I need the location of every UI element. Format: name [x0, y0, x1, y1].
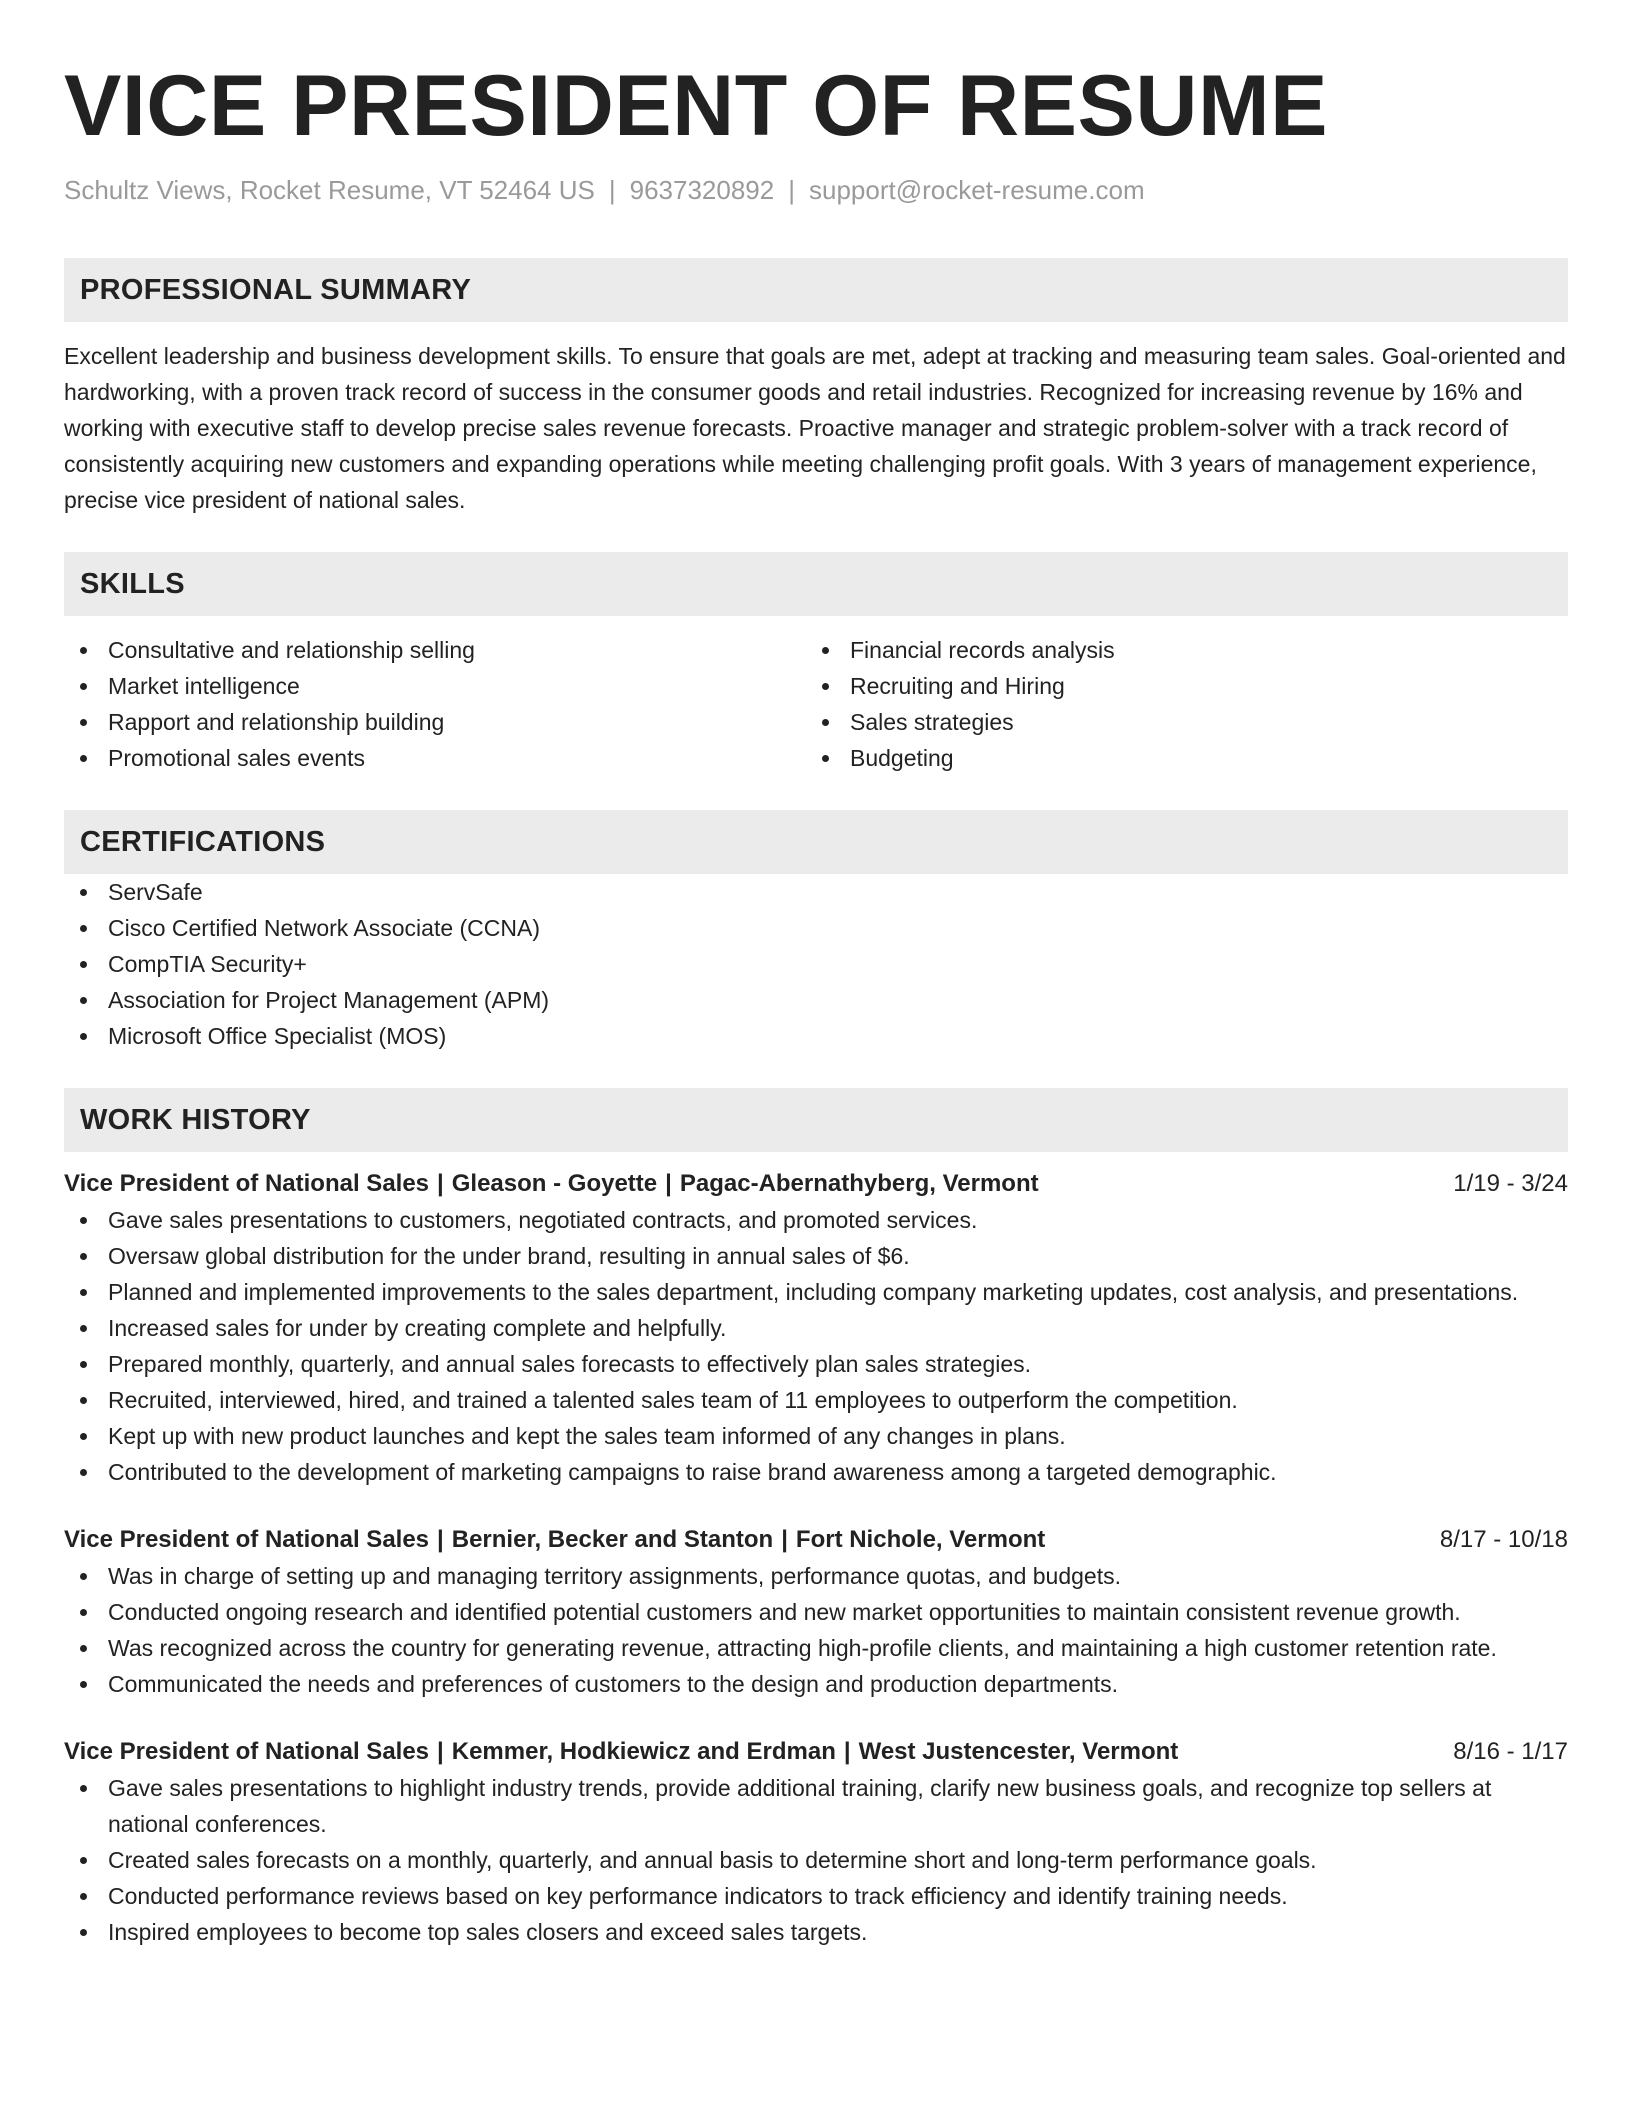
certification-item: Microsoft Office Specialist (MOS) [64, 1018, 1568, 1054]
job-bullet: Created sales forecasts on a monthly, quarterly, and annual basis to determine short and long-term performance goals. [64, 1842, 1568, 1878]
job-location: West Justencester, Vermont [858, 1738, 1179, 1765]
job-header [64, 1734, 1568, 1770]
job-bullets [64, 1558, 1568, 1702]
skill-item: Promotional sales events [64, 740, 806, 776]
certifications-list [64, 874, 1568, 1054]
job-bullet: Kept up with new product launches and kept the sales team informed of any changes in plans. [64, 1418, 1568, 1454]
contact-separator: | [608, 175, 616, 205]
certification-item: Association for Project Management (APM) [64, 982, 1568, 1018]
job-dates: 8/16 - 1/17 [1453, 1738, 1568, 1765]
job-bullet: Was recognized across the country for generating revenue, attracting high-profile clients, and maintaining a high customer retention rate. [64, 1630, 1568, 1666]
skill-item: Market intelligence [64, 668, 806, 704]
job-role: Vice President of National Sales [64, 1738, 430, 1765]
skill-item: Consultative and relationship selling [64, 632, 806, 668]
job-company: Gleason - Goyette [451, 1170, 658, 1197]
job-bullet: Oversaw global distribution for the under brand, resulting in annual sales of $6. [64, 1238, 1568, 1274]
section-title: WORK HISTORY [80, 1103, 311, 1136]
contact-address: Schultz Views, Rocket Resume, VT 52464 US [64, 175, 595, 205]
skill-item: Rapport and relationship building [64, 704, 806, 740]
contact-phone: 9637320892 [629, 175, 775, 205]
section-header-work-history [64, 1088, 1568, 1152]
job-entry [64, 1522, 1568, 1702]
job-bullet: Communicated the needs and preferences of customers to the design and production departments. [64, 1666, 1568, 1702]
section-title: PROFESSIONAL SUMMARY [80, 273, 472, 306]
skills-list-right [806, 632, 1548, 776]
job-dates: 1/19 - 3/24 [1453, 1170, 1568, 1197]
job-bullet: Was in charge of setting up and managing territory assignments, performance quotas, and budgets. [64, 1558, 1568, 1594]
section-title: CERTIFICATIONS [80, 825, 326, 858]
skill-item: Recruiting and Hiring [806, 668, 1548, 704]
job-location: Pagac-Abernathyberg, Vermont [679, 1170, 1039, 1197]
job-separator: | [437, 1738, 444, 1765]
section-header-skills [64, 552, 1568, 616]
job-entry [64, 1166, 1568, 1490]
section-header-certifications [64, 810, 1568, 874]
skill-item: Budgeting [806, 740, 1548, 776]
job-dates: 8/17 - 10/18 [1439, 1526, 1568, 1553]
section-header-summary [64, 258, 1568, 322]
summary-text: Excellent leadership and business development skills. To ensure that goals are met, adept at tracking and measuring team sales. Goal-oriented and hardworking, with a proven track record of success in the consumer goods and retail industries. Recognized for increasing revenue by 16% and working with executive staff to develop precise sales revenue forecasts. Proactive manager and strategic problem-solver with a track record of consistently acquiring new customers and expanding operations while meeting challenging profit goals. With 3 years of management experience, precise vice president of national sales. [64, 343, 1566, 513]
job-bullet: Recruited, interviewed, hired, and trained a talented sales team of 11 employees to outperform the competition. [64, 1382, 1568, 1418]
job-title-line [64, 1734, 1178, 1770]
job-bullet: Increased sales for under by creating complete and helpfully. [64, 1310, 1568, 1346]
contact-separator: | [788, 175, 795, 205]
resume-page [64, 0, 1568, 1950]
job-separator: | [843, 1738, 851, 1765]
certification-item: ServSafe [64, 874, 1568, 910]
job-separator: | [781, 1526, 788, 1553]
job-separator: | [437, 1170, 444, 1197]
job-role: Vice President of National Sales [64, 1170, 430, 1197]
section-title: SKILLS [80, 567, 185, 600]
skills-grid [64, 632, 1568, 776]
job-company: Kemmer, Hodkiewicz and Erdman [451, 1738, 836, 1765]
skill-item: Financial records analysis [806, 632, 1548, 668]
resume-title: VICE PRESIDENT OF RESUME [64, 58, 1328, 154]
job-bullet: Planned and implemented improvements to the sales department, including company marketing updates, cost analysis, and presentations. [64, 1274, 1568, 1310]
certification-item: Cisco Certified Network Associate (CCNA) [64, 910, 1568, 946]
job-bullet: Prepared monthly, quarterly, and annual sales forecasts to effectively plan sales strategies. [64, 1346, 1568, 1382]
certification-item: CompTIA Security+ [64, 946, 1568, 982]
skill-item: Sales strategies [806, 704, 1548, 740]
job-bullet: Gave sales presentations to customers, negotiated contracts, and promoted services. [64, 1202, 1568, 1238]
contact-email: support@rocket-resume.com [808, 175, 1145, 205]
job-bullet: Conducted ongoing research and identified potential customers and new market opportunities to maintain consistent revenue growth. [64, 1594, 1568, 1630]
job-bullets [64, 1770, 1568, 1950]
contact-line [64, 174, 1568, 206]
job-separator: | [665, 1170, 672, 1197]
job-role: Vice President of National Sales [64, 1526, 430, 1553]
job-title-line [64, 1166, 1039, 1202]
job-header [64, 1166, 1568, 1202]
job-bullet: Gave sales presentations to highlight industry trends, provide additional training, clarify new business goals, and recognize top sellers at national conferences. [64, 1770, 1568, 1842]
job-bullets [64, 1202, 1568, 1490]
job-bullet: Contributed to the development of marketing campaigns to raise brand awareness among a targeted demographic. [64, 1454, 1568, 1490]
job-header [64, 1522, 1568, 1558]
skills-list-left [64, 632, 806, 776]
job-company: Bernier, Becker and Stanton [451, 1526, 774, 1553]
job-title-line [64, 1522, 1045, 1558]
job-bullet: Conducted performance reviews based on key performance indicators to track efficiency and identify training needs. [64, 1878, 1568, 1914]
job-bullet: Inspired employees to become top sales closers and exceed sales targets. [64, 1914, 1568, 1950]
job-location: Fort Nichole, Vermont [795, 1526, 1046, 1553]
job-entry [64, 1734, 1568, 1950]
job-separator: | [437, 1526, 444, 1553]
